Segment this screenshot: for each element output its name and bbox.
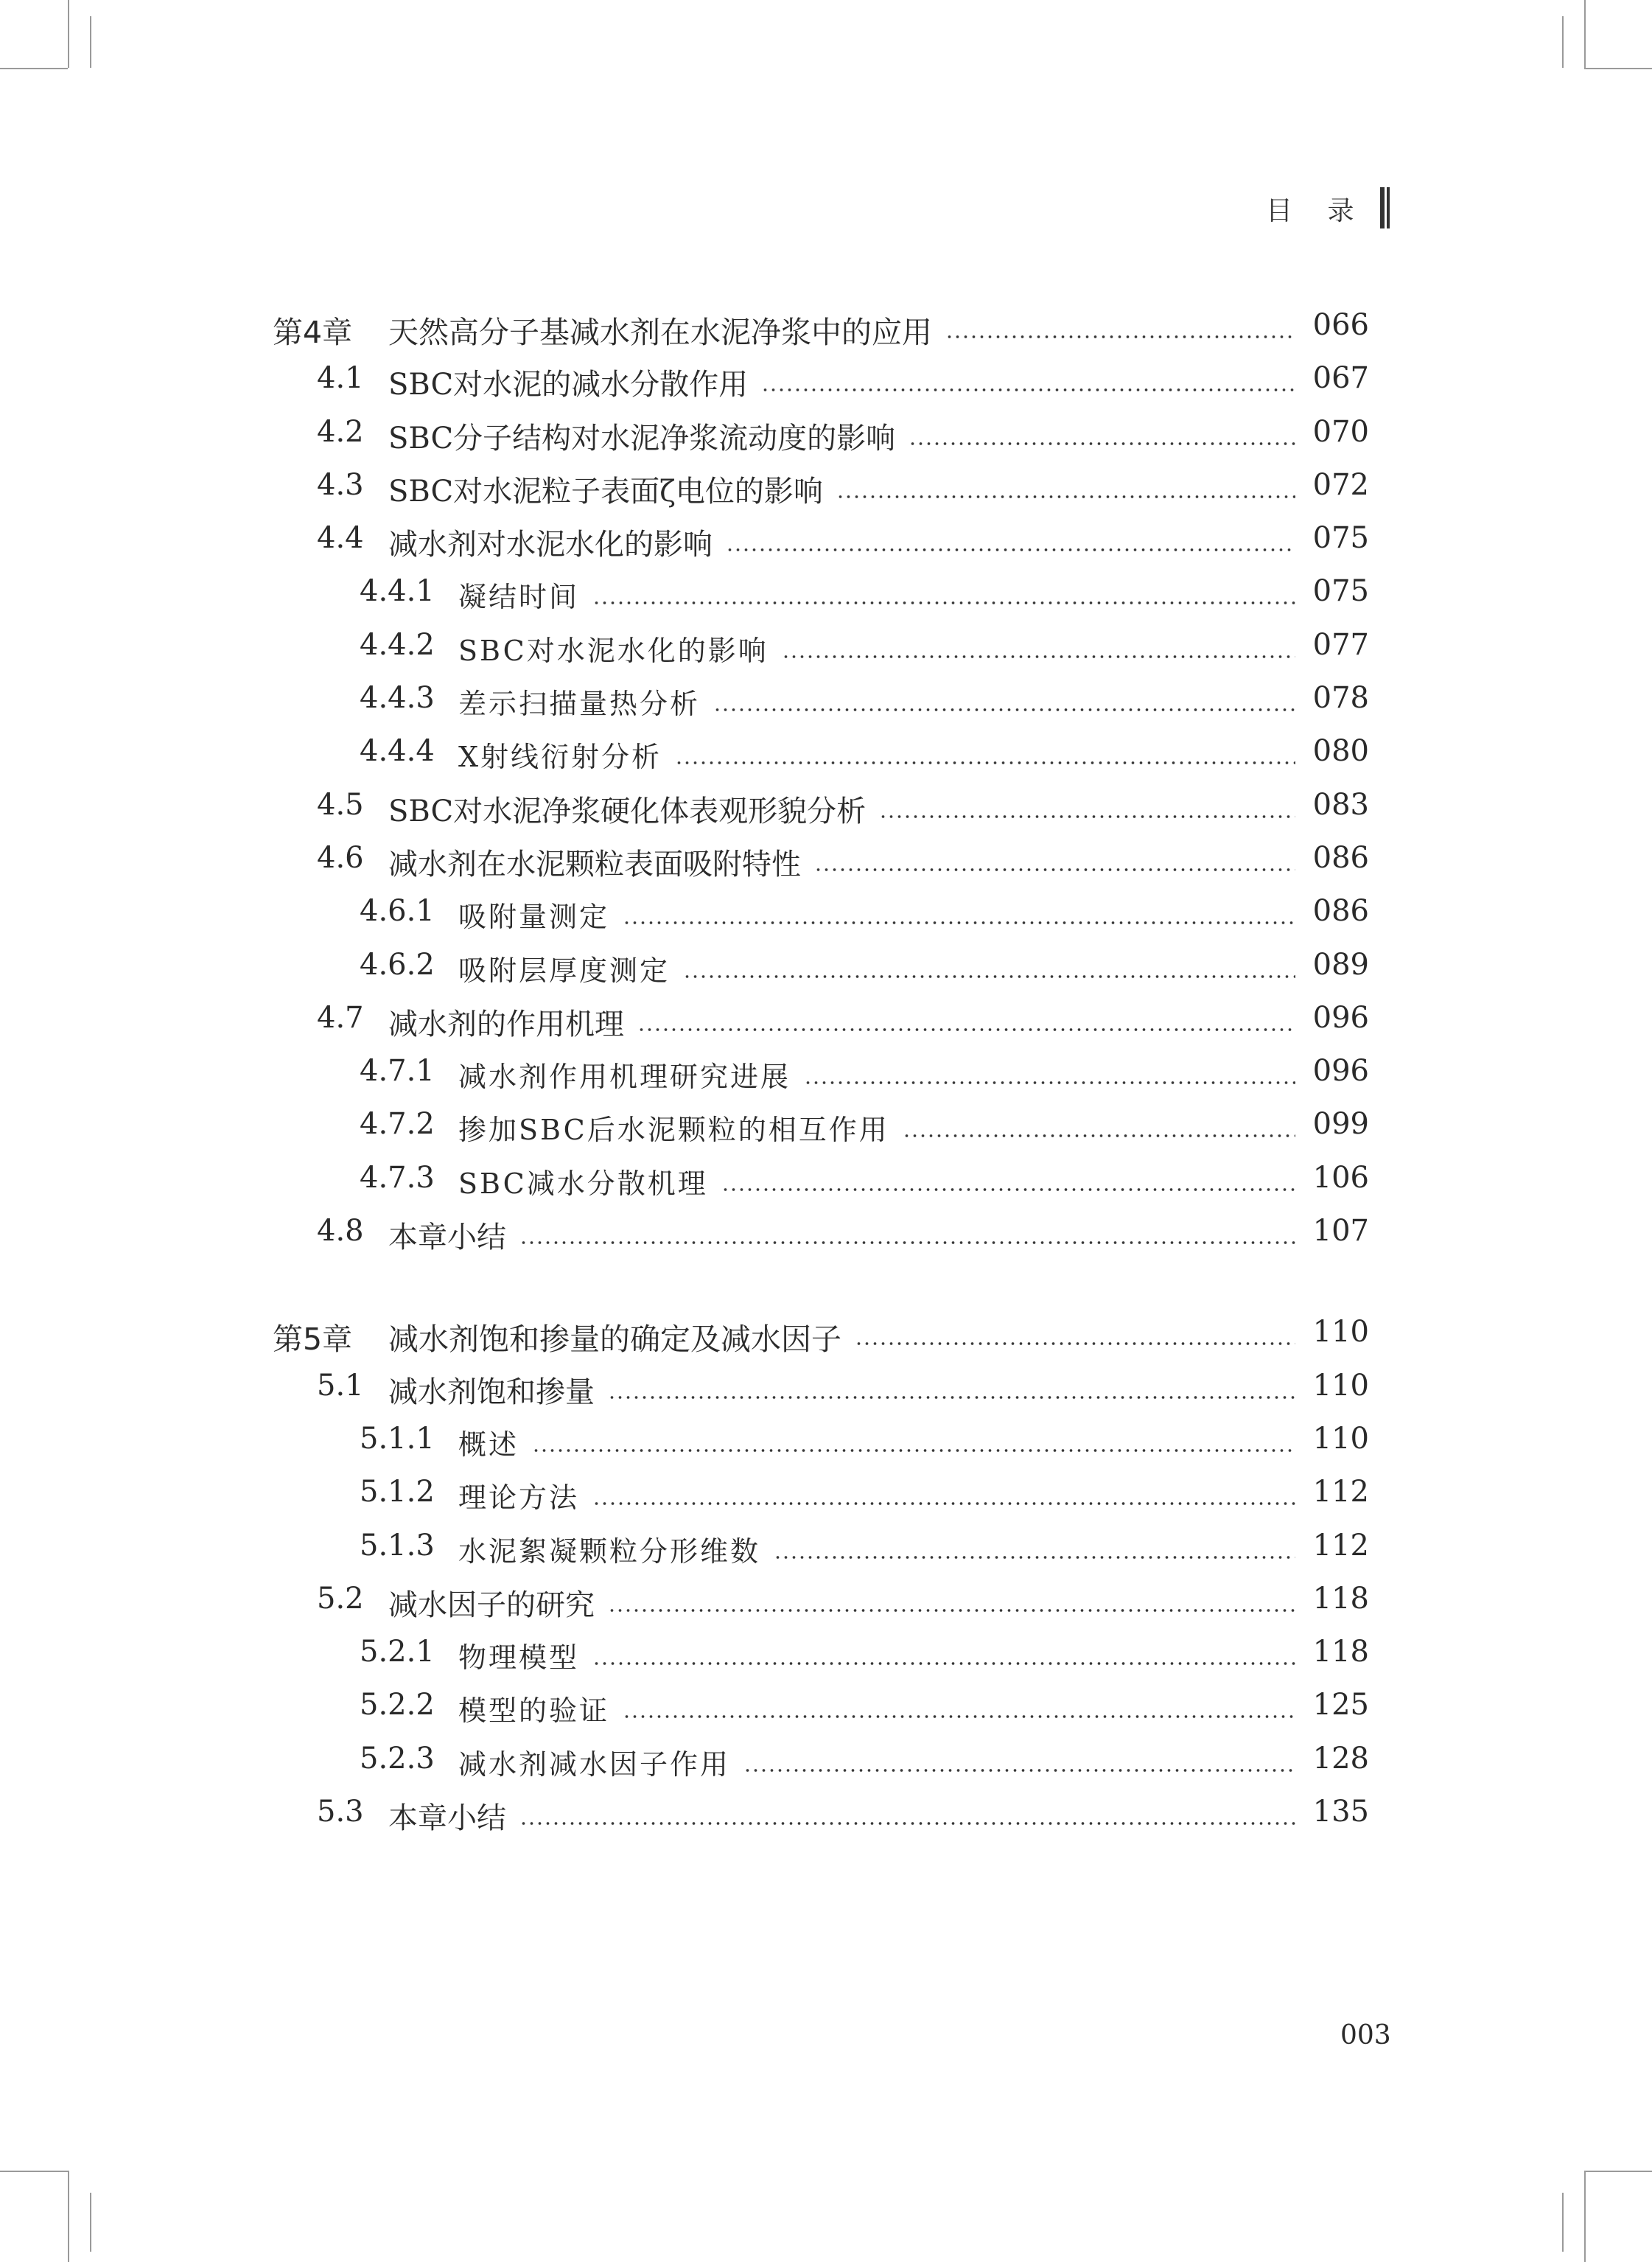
dot-leader	[608, 1395, 1295, 1400]
dot-leader	[903, 1134, 1295, 1138]
toc-title: 本章小结	[388, 1221, 506, 1255]
toc-page-number: 112	[1312, 1475, 1369, 1509]
toc-page-number: 083	[1312, 787, 1369, 822]
toc-entry-section[interactable]	[273, 514, 1369, 567]
toc-page-number: 089	[1312, 947, 1369, 982]
toc-page-number: 118	[1312, 1635, 1369, 1669]
table-of-contents	[273, 301, 1369, 1840]
toc-number: 5.2.1	[360, 1635, 435, 1669]
crop-mark	[68, 0, 69, 68]
toc-entry-subsection[interactable]	[273, 1680, 1369, 1734]
dot-leader	[519, 1240, 1295, 1245]
toc-entry-subsection[interactable]	[273, 940, 1369, 994]
dot-leader	[623, 1714, 1295, 1719]
crop-mark	[1584, 2171, 1652, 2172]
toc-number: 4.6.2	[360, 947, 435, 982]
toc-page-number: 125	[1312, 1688, 1369, 1722]
toc-number: 4.7	[317, 1000, 364, 1035]
toc-page-number: 106	[1312, 1160, 1369, 1195]
page-number: 003	[1340, 2020, 1391, 2050]
toc-title: 减水剂的作用机理	[388, 1007, 624, 1041]
crop-mark	[1584, 0, 1586, 68]
toc-page-number: 118	[1312, 1581, 1369, 1616]
toc-number: 第4章	[273, 315, 353, 350]
toc-page-number: 135	[1312, 1795, 1369, 1829]
toc-title: 减水剂对水泥水化的影响	[388, 528, 713, 562]
dot-leader	[532, 1448, 1295, 1453]
toc-number: 4.6	[317, 840, 364, 875]
toc-page-number: 110	[1312, 1315, 1369, 1350]
toc-title: 水泥絮凝颗粒分形维数	[458, 1535, 761, 1568]
toc-title: 本章小结	[388, 1801, 506, 1836]
toc-number: 4.8	[317, 1214, 364, 1249]
toc-page-number: 072	[1312, 467, 1369, 502]
toc-entry-subsection[interactable]	[273, 1467, 1369, 1521]
dot-leader	[683, 974, 1295, 979]
dot-leader	[713, 708, 1295, 712]
toc-entry-section[interactable]	[273, 461, 1369, 514]
crop-mark	[90, 16, 91, 68]
toc-title: 模型的验证	[458, 1694, 610, 1728]
dot-leader	[761, 388, 1295, 392]
toc-entry-subsection[interactable]	[273, 567, 1369, 620]
toc-page-number: 096	[1312, 1054, 1369, 1089]
toc-number: 4.4.1	[360, 574, 435, 609]
toc-page-number: 107	[1312, 1214, 1369, 1249]
running-header: 目 录	[1266, 196, 1368, 226]
toc-entry-subsection[interactable]	[273, 887, 1369, 940]
toc-page-number: 096	[1312, 1000, 1369, 1035]
toc-title: X射线衍射分析	[458, 741, 662, 774]
toc-page-number: 112	[1312, 1528, 1369, 1563]
toc-page-number: 067	[1312, 361, 1369, 396]
toc-page-number: 075	[1312, 574, 1369, 609]
toc-entry-section[interactable]	[273, 994, 1369, 1047]
toc-entry-section[interactable]	[273, 1207, 1369, 1260]
toc-number: 4.7.3	[360, 1160, 435, 1195]
toc-page-number: 099	[1312, 1107, 1369, 1142]
toc-page-number: 110	[1312, 1421, 1369, 1456]
toc-entry-section[interactable]	[273, 408, 1369, 461]
dot-leader	[879, 814, 1295, 819]
dot-leader	[608, 1608, 1295, 1613]
toc-page-number: 086	[1312, 894, 1369, 929]
toc-title: SBC对水泥粒子表面ζ电位的影响	[388, 474, 823, 509]
toc-title: 凝结时间	[458, 581, 580, 614]
toc-entry-section[interactable]	[273, 781, 1369, 834]
toc-page-number: 075	[1312, 521, 1369, 556]
header-bar-ornament	[1380, 187, 1390, 228]
crop-mark	[1562, 16, 1564, 68]
toc-number: 4.7.1	[360, 1054, 435, 1089]
toc-number: 4.4.2	[360, 627, 435, 662]
toc-number: 5.1	[317, 1368, 364, 1403]
dot-leader	[909, 441, 1295, 446]
toc-title: 理论方法	[458, 1481, 580, 1515]
toc-number: 5.1.2	[360, 1475, 435, 1509]
toc-number: 5.2	[317, 1581, 364, 1616]
toc-number: 4.2	[317, 414, 364, 449]
toc-entry-subsection[interactable]	[273, 1734, 1369, 1787]
toc-entry-subsection[interactable]	[273, 674, 1369, 727]
toc-entry-subsection[interactable]	[273, 1521, 1369, 1574]
toc-page-number: 080	[1312, 734, 1369, 769]
toc-entry-section[interactable]	[273, 1361, 1369, 1414]
toc-title: 减水剂饱和掺量的确定及减水因子	[388, 1322, 841, 1358]
toc-number: 4.1	[317, 361, 364, 396]
crop-mark	[0, 68, 68, 69]
toc-page-number: 070	[1312, 414, 1369, 449]
toc-title: SBC对水泥净浆硬化体表观形貌分析	[388, 794, 867, 828]
crop-mark	[0, 2171, 68, 2172]
toc-number: 4.4.3	[360, 681, 435, 716]
toc-number: 第5章	[273, 1322, 353, 1358]
toc-entry-subsection[interactable]	[273, 1414, 1369, 1467]
dot-leader	[945, 335, 1295, 339]
dot-leader	[675, 761, 1295, 765]
toc-title: 差示扫描量热分析	[458, 688, 701, 721]
toc-entry-section[interactable]	[273, 1574, 1369, 1627]
toc-title: 概述	[458, 1428, 519, 1461]
toc-entry-subsection[interactable]	[273, 1100, 1369, 1153]
dot-leader	[804, 1081, 1295, 1085]
dot-leader	[637, 1027, 1295, 1032]
toc-number: 4.4.4	[360, 734, 435, 769]
toc-entry-subsection[interactable]	[273, 727, 1369, 780]
dot-leader	[743, 1768, 1295, 1773]
toc-title: 减水剂在水泥颗粒表面吸附特性	[388, 847, 801, 882]
toc-title: 吸附层厚度测定	[458, 954, 671, 987]
toc-number: 5.1.3	[360, 1528, 435, 1563]
dot-leader	[836, 495, 1295, 499]
toc-page-number: 077	[1312, 627, 1369, 662]
toc-page-number: 086	[1312, 840, 1369, 875]
toc-entry-chapter[interactable]	[273, 301, 1369, 354]
toc-title: SBC对水泥水化的影响	[458, 634, 769, 667]
dot-leader	[774, 1555, 1295, 1560]
dot-leader	[726, 548, 1295, 552]
dot-leader	[592, 1501, 1295, 1506]
toc-entry-subsection[interactable]	[273, 1153, 1369, 1207]
toc-entry-section[interactable]	[273, 1787, 1369, 1840]
dot-leader	[592, 601, 1295, 605]
toc-number: 5.2.3	[360, 1741, 435, 1776]
toc-entry-chapter[interactable]	[273, 1308, 1369, 1361]
toc-title: 减水剂减水因子作用	[458, 1748, 731, 1781]
dot-leader	[519, 1821, 1295, 1826]
toc-entry-section[interactable]	[273, 834, 1369, 887]
toc-number: 5.2.2	[360, 1688, 435, 1722]
toc-entry-section[interactable]	[273, 354, 1369, 407]
dot-leader	[855, 1341, 1295, 1346]
toc-number: 4.4	[317, 521, 364, 556]
toc-number: 5.1.1	[360, 1421, 435, 1456]
toc-title: SBC分子结构对水泥净浆流动度的影响	[388, 421, 896, 455]
dot-leader	[782, 654, 1295, 659]
toc-title: 减水剂饱和掺量	[388, 1375, 595, 1409]
toc-number: 5.3	[317, 1795, 364, 1829]
toc-page-number: 066	[1312, 308, 1369, 342]
toc-title: 掺加SBC后水泥颗粒的相互作用	[458, 1114, 889, 1147]
toc-number: 4.3	[317, 467, 364, 502]
dot-leader	[623, 921, 1295, 925]
dot-leader	[721, 1187, 1295, 1192]
toc-page-number: 128	[1312, 1741, 1369, 1776]
toc-page-number: 110	[1312, 1368, 1369, 1403]
crop-mark	[1584, 2171, 1586, 2262]
toc-title: 物理模型	[458, 1641, 580, 1675]
toc-title: 减水因子的研究	[388, 1588, 595, 1622]
crop-mark	[1584, 68, 1652, 69]
toc-number: 4.6.1	[360, 894, 435, 929]
toc-entry-subsection[interactable]	[273, 1047, 1369, 1100]
toc-number: 4.7.2	[360, 1107, 435, 1142]
dot-leader	[814, 868, 1295, 872]
toc-entry-subsection[interactable]	[273, 621, 1369, 674]
toc-title: 吸附量测定	[458, 901, 610, 934]
dot-leader	[592, 1661, 1295, 1666]
toc-title: 天然高分子基减水剂在水泥净浆中的应用	[388, 315, 932, 350]
toc-title: SBC减水分散机理	[458, 1167, 708, 1200]
crop-mark	[68, 2171, 69, 2262]
crop-mark	[1562, 2193, 1564, 2252]
toc-title: SBC对水泥的减水分散作用	[388, 368, 749, 402]
toc-number: 4.5	[317, 787, 364, 822]
toc-entry-subsection[interactable]	[273, 1627, 1369, 1680]
toc-title: 减水剂作用机理研究进展	[458, 1061, 791, 1094]
crop-mark	[90, 2193, 91, 2252]
toc-page-number: 078	[1312, 681, 1369, 716]
